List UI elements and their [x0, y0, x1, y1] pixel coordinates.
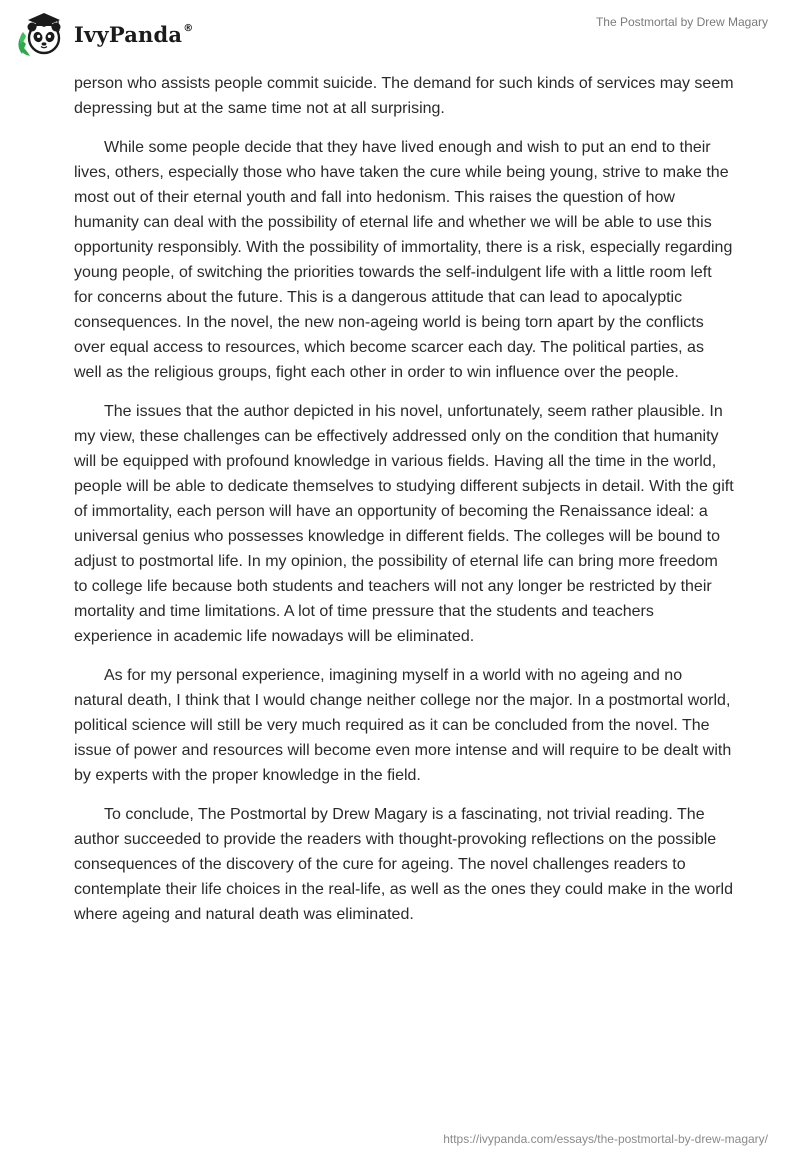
- panda-logo-icon: [14, 8, 68, 58]
- paragraph: To conclude, The Postmortal by Drew Magary is a fascinating, not trivial reading. The author succeeded to provide the readers with thought-provoking reflections on the possible consequences of the discovery of the cure for ageing. The novel challenges readers to contemplate their life choices in the real-life, as well as the ones they could make in the world where ageing and natural death was eliminated.: [74, 806, 734, 923]
- registered-mark: ®: [183, 22, 194, 34]
- brand-name: IvyPanda®: [74, 21, 194, 47]
- paragraph: While some people decide that they have lived enough and wish to put an end to their lives, others, especially those who have taken the cure while being young, strive to make the most out of their eternal youth and fall into hedonism. This raises the question of how humanity can deal with the possibility of eternal life and whether we will be able to use this opportunity responsibly. With the possibility of immortality, there is a risk, especially regarding young people, of switching the priorities towards the self-indulgent life with a little room left for concerns about the future. This is a dangerous attitude that can lead to apocalyptic consequences. In the novel, the new non-ageing world is being torn apart by the conflicts over equal access to resources, which become scarcer each day. The political parties, as well as the religious groups, fight each other in order to win influence over the people.: [74, 139, 733, 381]
- ivypanda-logo[interactable]: [14, 8, 193, 58]
- source-url-link[interactable]: https://ivypanda.com/essays/the-postmortal-by-drew-magary/: [443, 1132, 768, 1146]
- essay-body: [74, 71, 734, 941]
- paragraph: The issues that the author depicted in his novel, unfortunately, seem rather plausible. In my view, these challenges can be effectively addressed only on the condition that humanity will be equipped with profound knowledge in various fields. Having all the time in the world, people will be able to dedicate themselves to studying different subjects in detail. With the gift of immortality, each person will have an opportunity of becoming the Renaissance ideal: a universal genius who possesses knowledge in different fields. The colleges will be bound to adjust to postmortal life. In my opinion, the possibility of eternal life can bring more freedom to college life because both students and teachers will not any longer be restricted by their mortality and time limitations. A lot of time pressure that the students and teachers experience in academic life nowadays will be eliminated.: [74, 403, 734, 645]
- paragraph-continuation: person who assists people commit suicide. The demand for such kinds of services may seem depressing but at the same time not at all surprising.: [74, 75, 734, 117]
- document-title: The Postmortal by Drew Magary: [595, 15, 768, 29]
- page-header: [0, 0, 800, 70]
- paragraph: As for my personal experience, imagining myself in a world with no ageing and no natural death, I think that I would change neither college nor the major. In a postmortal world, political science will still be very much required as it can be concluded from the novel. The issue of power and resources will become even more intense and will require to be dealt with by experts with the proper knowledge in the field.: [74, 667, 732, 784]
